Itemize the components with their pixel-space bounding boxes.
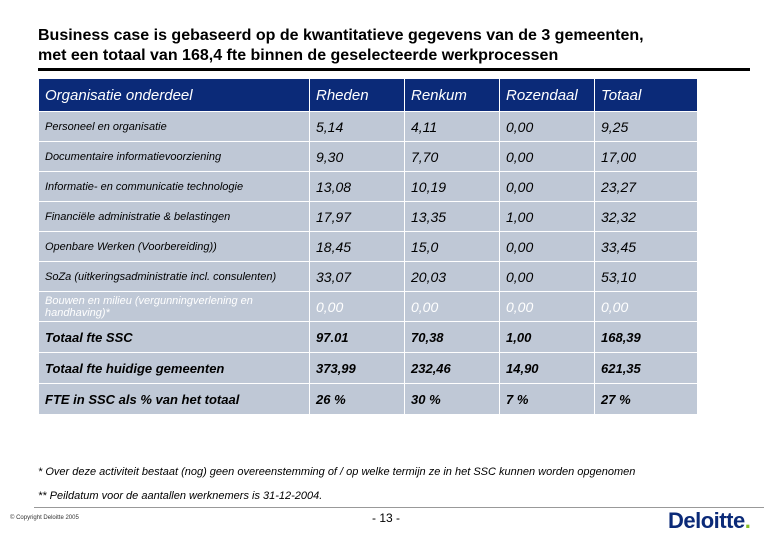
- table-cell: 0,00: [500, 262, 594, 291]
- table-cell: 10,19: [405, 172, 499, 201]
- table-cell: 15,0: [405, 232, 499, 261]
- table-cell: 1,00: [500, 202, 594, 231]
- table-cell: 168,39: [595, 322, 697, 352]
- row-label: Totaal fte SSC: [39, 322, 309, 352]
- table-cell: 0,00: [405, 292, 499, 321]
- footnote-2: ** Peildatum voor de aantallen werknemers is 31-12-2004.: [38, 490, 323, 502]
- table-cell: 621,35: [595, 353, 697, 383]
- title-divider: [38, 68, 750, 71]
- table-cell: 23,27: [595, 172, 697, 201]
- table-cell: 5,14: [310, 112, 404, 141]
- table-row: [39, 172, 697, 201]
- table-cell: 9,30: [310, 142, 404, 171]
- table-cell: 7,70: [405, 142, 499, 171]
- table-cell: 26 %: [310, 384, 404, 414]
- table-cell: 4,11: [405, 112, 499, 141]
- table-cell: 17,00: [595, 142, 697, 171]
- table-header-row: [39, 79, 697, 111]
- table-cell: 232,46: [405, 353, 499, 383]
- table-cell: 30 %: [405, 384, 499, 414]
- table-cell: 0,00: [500, 172, 594, 201]
- table-cell: 13,35: [405, 202, 499, 231]
- copyright: © Copyright Deloitte 2005: [10, 515, 79, 521]
- row-label: FTE in SSC als % van het totaal: [39, 384, 309, 414]
- table-cell: 33,45: [595, 232, 697, 261]
- table-cell: 373,99: [310, 353, 404, 383]
- page-number: - 13 -: [372, 511, 401, 525]
- totals-row: [39, 384, 697, 414]
- header-cell: Rheden: [310, 79, 404, 111]
- footer-divider: [34, 507, 764, 508]
- table-cell: 32,32: [595, 202, 697, 231]
- totals-row: [39, 353, 697, 383]
- title-line-1: Business case is gebaseerd op de kwantitatieve gegevens van de 3 gemeenten,: [38, 27, 644, 44]
- table-cell: 53,10: [595, 262, 697, 291]
- table-cell: 0,00: [310, 292, 404, 321]
- table-cell: 1,00: [500, 322, 594, 352]
- row-label: SoZa (uitkeringsadministratie incl. consulenten): [39, 262, 309, 291]
- logo-dot: .: [744, 508, 751, 533]
- table-cell: 27 %: [595, 384, 697, 414]
- table-row: [39, 112, 697, 141]
- table-cell: 9,25: [595, 112, 697, 141]
- table-cell: 0,00: [500, 142, 594, 171]
- totals-row: [39, 322, 697, 352]
- table-cell: 33,07: [310, 262, 404, 291]
- table-cell: 7 %: [500, 384, 594, 414]
- row-label: Informatie- en communicatie technologie: [39, 172, 309, 201]
- row-label: Documentaire informatievoorziening: [39, 142, 309, 171]
- table-cell: 13,08: [310, 172, 404, 201]
- fte-table: [38, 78, 698, 415]
- table-cell: 0,00: [595, 292, 697, 321]
- table-cell: 18,45: [310, 232, 404, 261]
- table-cell: 14,90: [500, 353, 594, 383]
- table-row: [39, 262, 697, 291]
- table-row: [39, 232, 697, 261]
- table-cell: 70,38: [405, 322, 499, 352]
- table-cell: 0,00: [500, 112, 594, 141]
- row-label: Financiële administratie & belastingen: [39, 202, 309, 231]
- header-cell: Totaal: [595, 79, 697, 111]
- row-label: Personeel en organisatie: [39, 112, 309, 141]
- table-cell: 0,00: [500, 292, 594, 321]
- table-row: [39, 142, 697, 171]
- table-cell: 17,97: [310, 202, 404, 231]
- title-line-2: met een totaal van 168,4 fte binnen de geselecteerde werkprocessen: [38, 47, 559, 64]
- table-cell: 0,00: [500, 232, 594, 261]
- row-label: Totaal fte huidige gemeenten: [39, 353, 309, 383]
- header-cell: Organisatie onderdeel: [39, 79, 309, 111]
- header-cell: Renkum: [405, 79, 499, 111]
- logo-text: Deloitte: [668, 508, 745, 533]
- table-cell: 20,03: [405, 262, 499, 291]
- row-label: Bouwen en milieu (vergunningverlening en handhaving)*: [39, 292, 309, 321]
- deloitte-logo: [668, 508, 750, 534]
- table-cell: 97.01: [310, 322, 404, 352]
- table-row: [39, 292, 697, 321]
- page-title: [38, 26, 758, 66]
- footnote-1: * Over deze activiteit bestaat (nog) geen overeenstemming of / op welke termijn ze in het SSC kunnen worden opgenomen: [38, 466, 636, 478]
- table-row: [39, 202, 697, 231]
- header-cell: Rozendaal: [500, 79, 594, 111]
- row-label: Openbare Werken (Voorbereiding)): [39, 232, 309, 261]
